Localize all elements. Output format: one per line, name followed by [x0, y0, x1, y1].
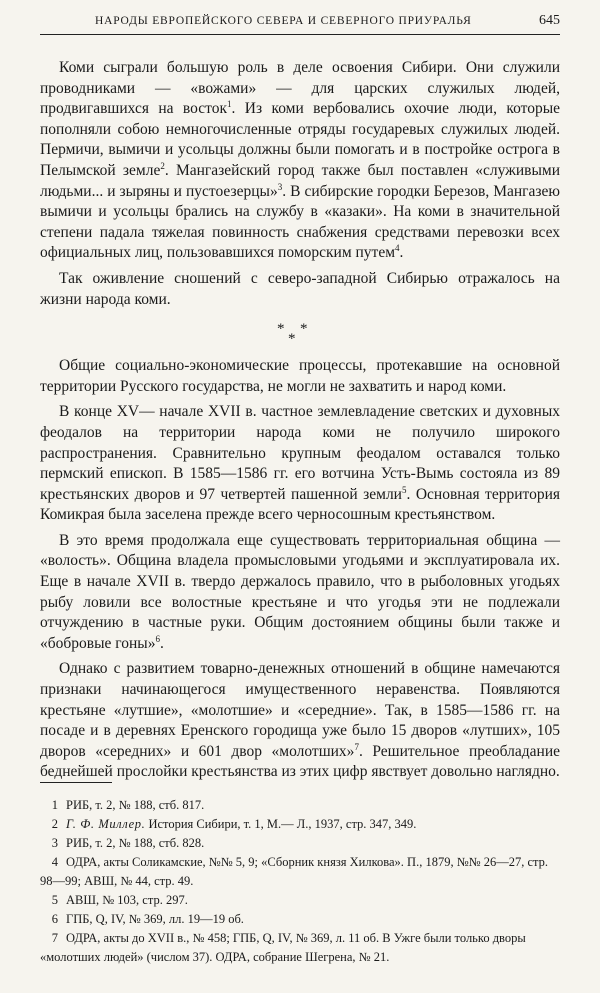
footnote-ref: 5: [401, 484, 407, 495]
footnotes: [40, 796, 560, 967]
separator-star: *: [300, 321, 308, 338]
text-run: Однако с развитием товарно-денежных отношений в общине намечаются признаки начинающегося имущественного неравенства. Появляются крестьяне «лутшие», «молотшие» и «середние». Так, в 1585—1586 гг. на посаде и в деревнях Еренского городища уже было 15 дворов «лутших», 105 дворов «середних» и 601 двор «молотших»: [40, 660, 560, 760]
footnote-number: 4: [51, 855, 58, 869]
paragraph: [40, 269, 560, 310]
text-run: Общие социально-экономические процессы, протекавшие на основной территории Русского государства, не могли не захватить и народ коми.: [40, 357, 560, 395]
footnote-ref: 7: [354, 741, 359, 752]
text-run: АВШ, № 103, стр. 297.: [66, 893, 188, 907]
text-run: . В сибирские городки Березов, Мангазею вымичи и усольцы брались на службу в «казаки». На коми в значительной степени падала тяжелая повинность снабжения средствами перевозки всех официальных лиц, пользовавшихся поморским путем: [40, 182, 561, 262]
header-rule: [40, 34, 560, 35]
separator-star: *: [277, 321, 285, 338]
main-text: [40, 58, 560, 783]
footnote-ref: 4: [395, 243, 400, 254]
footnote-ref: 1: [226, 99, 232, 110]
text-run: . Основная территория Комикрая была заселена прежде всего черносошным крестьянством.: [40, 485, 560, 524]
footnote-number: 1: [51, 798, 58, 812]
footnote-number: 6: [51, 912, 58, 926]
text-run: Так оживление сношений с северо-западной Сибирью отражалось на жизни народа коми.: [40, 269, 560, 308]
page-header: [40, 12, 560, 34]
section-separator: [40, 310, 560, 356]
text-run: В конце XV— начале XVII в. частное землевладение светских и духовных феодалов на территории народа коми не получило широкого распространения. Сравнительно крупным феодалом оставался только пермский епископ. В 1585—1586 гг. его вотчина Усть-Вымь состояла из 89 крестьянских дворов и 97 четвертей пашенной земли: [40, 403, 560, 503]
footnote-number: 7: [51, 931, 58, 945]
footnote-ref: 6: [155, 633, 160, 644]
running-title: НАРОДЫ ЕВРОПЕЙСКОГО СЕВЕРА И СЕВЕРНОГО ПРИУРАЛЬЯ: [95, 15, 472, 27]
footnote: [40, 796, 560, 815]
text-run: . Из коми вербовались охочие люди, которые пополняли собою немногочисленные отряды государевых служилых людей. Пермичи, вымичи и усольцы должны были помогать и в постройке острога в Пелымской земле: [40, 100, 560, 179]
text-run: .: [159, 634, 164, 652]
footnote: [40, 910, 560, 929]
text-run: В это время продолжала еще существовать территориальная община — «волость». Община владела промысловыми угодьями и эксплуатировала их. Еще в начале XVII в. твердо держалось правило, что в рыболовных угодьях рыбу ловили все волостные крестьяне и что угодья эти не подлежали отчуждению в частные руки. Общим достоянием общины были также и «бобровые гоны»: [40, 531, 560, 652]
footnote-number: 5: [51, 893, 58, 907]
text-run: ОДРА, акты Соликамские, №№ 5, 9; «Сборник князя Хилкова». П., 1879, №№ 26—27, стр. 98—99; АВШ, № 44, стр. 49.: [40, 855, 548, 888]
text-run: . Мангазейский город также был поставлен «служивыми людьми... и зыряны и пустоезерцы»: [40, 161, 560, 200]
paragraph: [40, 659, 560, 783]
paragraph: [40, 356, 560, 397]
separator-star: *: [288, 331, 296, 348]
paragraph: [40, 531, 560, 655]
footnote: [40, 853, 560, 891]
footnote-number: 2: [51, 817, 58, 831]
footnote-number: 3: [51, 836, 58, 850]
text-run: РИБ, т. 2, № 188, стб. 828.: [66, 836, 205, 850]
footnote-ref: 3: [277, 181, 283, 192]
footnote: [40, 815, 560, 834]
page-number: 645: [539, 13, 560, 28]
footnote: [40, 834, 560, 853]
paragraph: [40, 402, 560, 526]
author-name: Г. Ф. Миллер.: [66, 817, 146, 831]
text-run: ГПБ, Q, IV, № 369, лл. 19—19 об.: [66, 912, 244, 926]
footnote: [40, 891, 560, 910]
text-run: ОДРА, акты до XVII в., № 458; ГПБ, Q, IV, № 369, л. 11 об. В Ужге были только дворы «молотших людей» (числом 37). ОДРА, собрание Шегрена, № 21.: [40, 931, 526, 964]
text-run: История Сибири, т. 1, М.— Л., 1937, стр. 347, 349.: [145, 817, 417, 831]
footnote-rule: [40, 782, 112, 783]
text-run: РИБ, т. 2, № 188, стб. 817.: [66, 798, 205, 812]
text-run: . Решительное преобладание беднейшей прослойки крестьянства из этих цифр явствует довольно наглядно.: [40, 742, 560, 781]
text-run: .: [399, 244, 404, 262]
paragraph: [40, 58, 560, 264]
footnote: [40, 929, 560, 967]
footnote-ref: 2: [160, 160, 165, 171]
text-run: Коми сыграли большую роль в деле освоения Сибири. Они служили проводниками — «вожами» — для царских служилых людей, продвигавшихся на восток: [40, 59, 560, 118]
